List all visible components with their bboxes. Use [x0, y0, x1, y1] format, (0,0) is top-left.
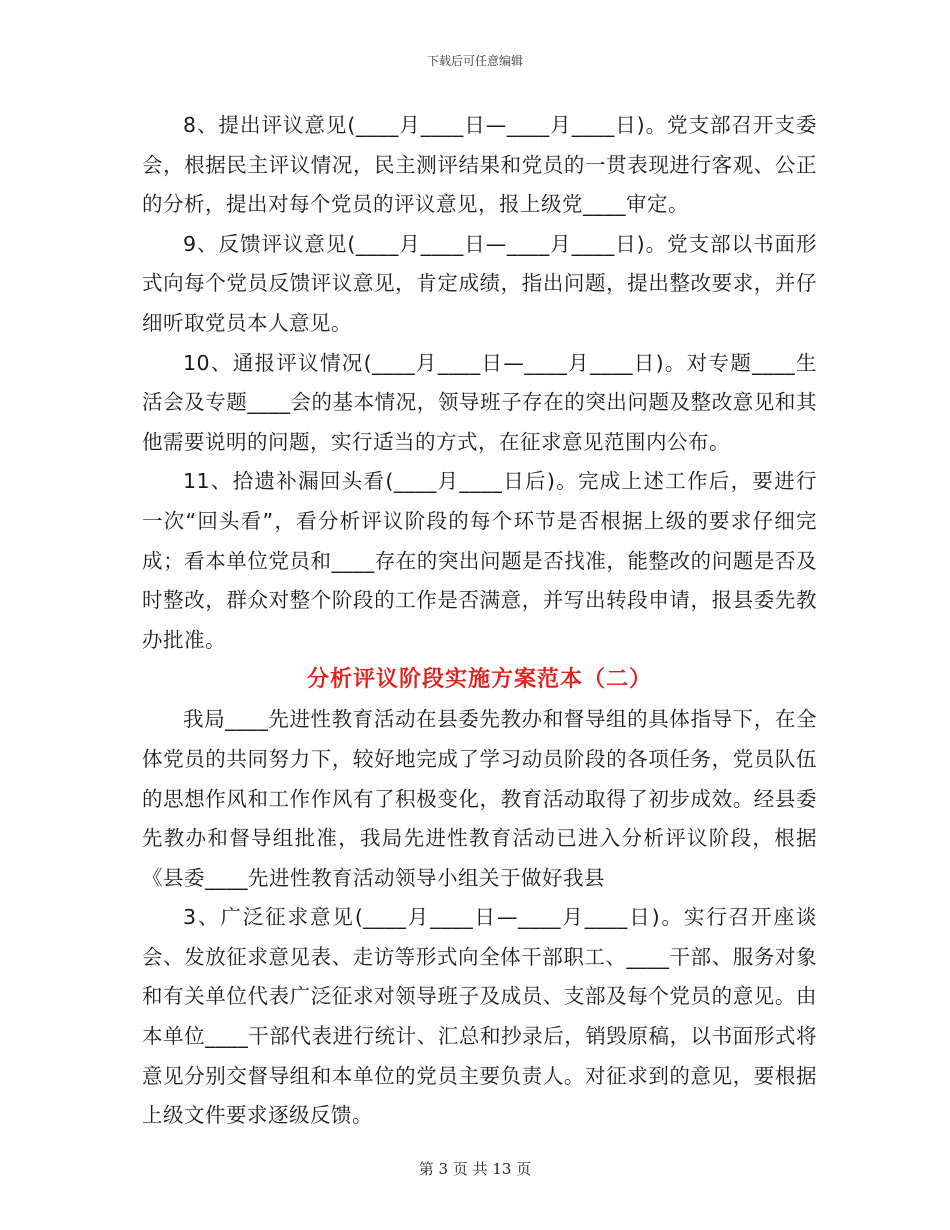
paragraph-item-9: 9、反馈评议意见(____月____日—____月____日)。党支部以书面形式向每个党员反馈评议意见，肯定成绩，指出问题，提出整改要求，并仔细听取党员本人意见。	[142, 231, 817, 335]
paragraph-item-10: 10、通报评议情况(____月____日—____月____日)。对专题____生活会及专题____会的基本情况，领导班子存在的突出问题及整改意见和其他需要说明的问题，实行适当的方式，在征求意见范围内公布。	[142, 350, 817, 454]
paragraph-item-11: 11、拾遗补漏回头看(____月____日后)。完成上述工作后，要进行一次“回头看”，看分析评议阶段的每个环节是否根据上级的要求仔细完成；看本单位党员和____存在的突出问题是否找准，能整改的问题是否及时整改，群众对整个阶段的工作是否满意，并写出转段申请，报县委先教办批准。	[142, 469, 817, 652]
paragraph-intro: 我局____先进性教育活动在县委先教办和督导组的具体指导下，在全体党员的共同努力下，较好地完成了学习动员阶段的各项任务，党员队伍的思想作风和工作作风有了积极变化，教育活动取得了初步成效。经县委先教办和督导组批准，我局先进性教育活动已进入分析评议阶段，根据《县委____先进性教育活动领导小组关于做好我县	[142, 707, 817, 890]
page-number: 第 3 页 共 13 页	[418, 1160, 532, 1178]
section-title: 分析评议阶段实施方案范本（二）	[306, 667, 652, 693]
page-header: 下载后可任意编辑	[426, 54, 523, 68]
paragraph-item-3: 3、广泛征求意见(____月____日—____月____日)。实行召开座谈会、发放征求意见表、走访等形式向全体干部职工、____干部、服务对象和有关单位代表广泛征求对领导班子及成员、支部及每个党员的意见。由本单位____干部代表进行统计、汇总和抄录后，销毁原稿，以书面形式将意见分别交督导组和本单位的党员主要负责人。对征求到的意见，要根据上级文件要求逐级反馈。	[142, 905, 817, 1128]
paragraph-item-8: 8、提出评议意见(____月____日—____月____日)。党支部召开支委会，根据民主评议情况，民主测评结果和党员的一贯表现进行客观、公正的分析，提出对每个党员的评议意见，报上级党____审定。	[142, 113, 817, 217]
document-body	[142, 106, 817, 1136]
